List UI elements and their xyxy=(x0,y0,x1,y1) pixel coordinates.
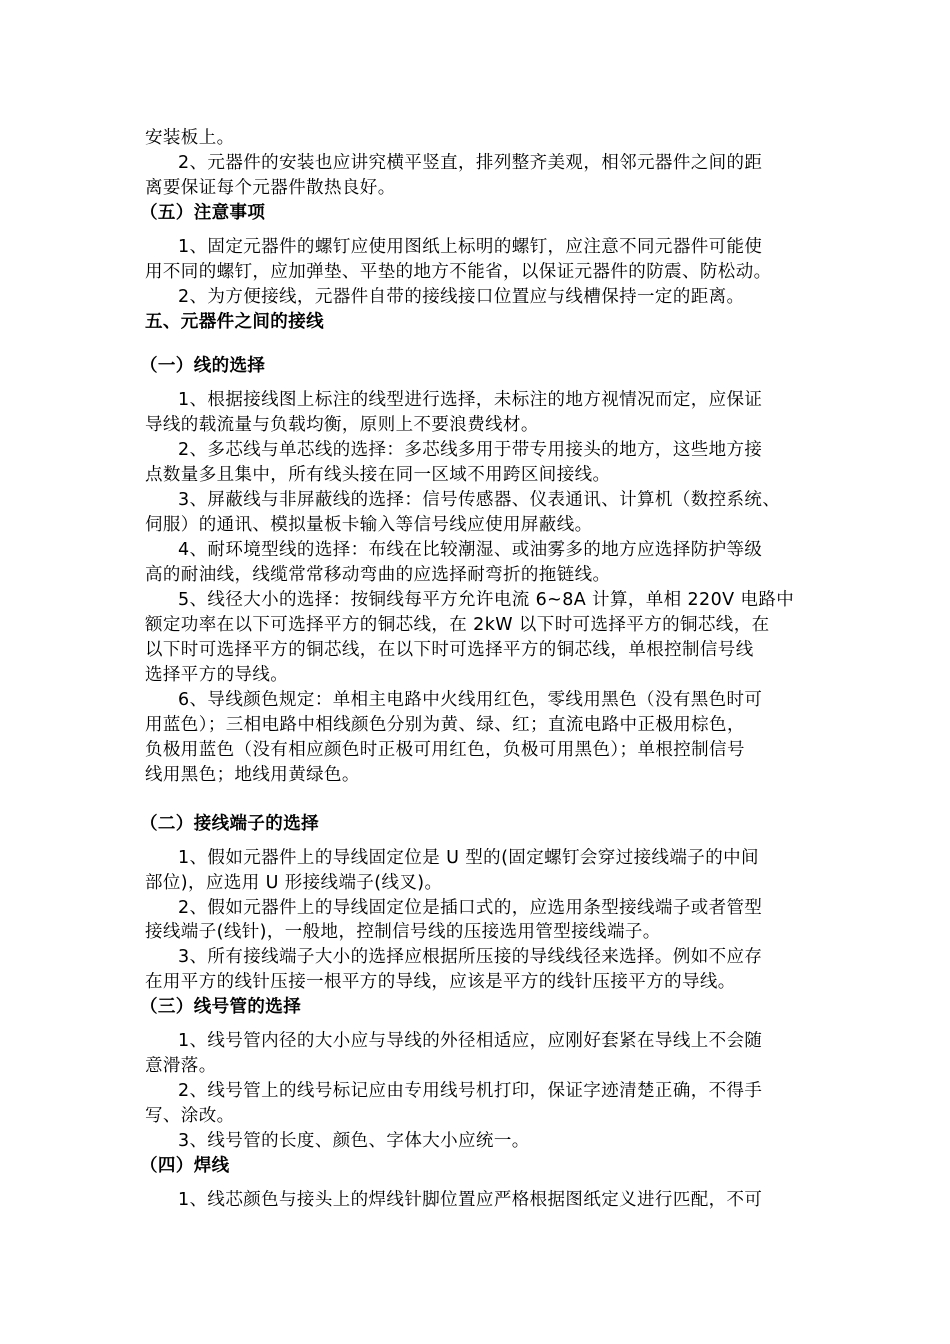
paragraph-line: 额定功率在以下可选择平方的铜芯线，在 2kW 以下时可选择平方的铜芯线，在 xyxy=(145,615,770,635)
paragraph-line: 高的耐油线，线缆常常移动弯曲的应选择耐弯折的拖链线。 xyxy=(145,565,611,585)
paragraph-line: 1、线号管内径的大小应与导线的外径相适应，应刚好套紧在导线上不会随 xyxy=(178,1031,763,1051)
paragraph-line: 伺服）的通讯、模拟量板卡输入等信号线应使用屏蔽线。 xyxy=(145,515,593,535)
paragraph-line: 部位)，应选用 U 形接线端子(线叉)。 xyxy=(145,873,443,893)
paragraph-line: 导线的载流量与负载均衡，原则上不要浪费线材。 xyxy=(145,415,539,435)
paragraph-line: 意滑落。 xyxy=(145,1056,217,1076)
section-heading: （二）接线端子的选择 xyxy=(140,814,319,834)
paragraph-line: 接线端子(线针)，一般地，控制信号线的压接选用管型接线端子。 xyxy=(145,922,661,942)
paragraph-line: 2、元器件的安装也应讲究横平竖直，排列整齐美观，相邻元器件之间的距 xyxy=(178,153,763,173)
paragraph-line: 2、假如元器件上的导线固定位是插口式的，应选用条型接线端子或者管型 xyxy=(178,898,763,918)
chapter-heading: 五、元器件之间的接线 xyxy=(145,312,324,332)
paragraph-line: 6、导线颜色规定：单相主电路中火线用红色，零线用黑色（没有黑色时可 xyxy=(178,690,763,710)
paragraph-line: 写、涂改。 xyxy=(145,1106,235,1126)
paragraph-line: 离要保证每个元器件散热良好。 xyxy=(145,178,396,198)
paragraph-line: 1、线芯颜色与接头上的焊线针脚位置应严格根据图纸定义进行匹配，不可 xyxy=(178,1190,763,1210)
paragraph-line: 3、屏蔽线与非屏蔽线的选择：信号传感器、仪表通讯、计算机（数控系统、 xyxy=(178,490,781,510)
paragraph-line: 3、线号管的长度、颜色、字体大小应统一。 xyxy=(178,1131,530,1151)
paragraph-line: 在用平方的线针压接一根平方的导线，应该是平方的线针压接平方的导线。 xyxy=(145,972,736,992)
section-heading: （四）焊线 xyxy=(140,1156,230,1176)
paragraph-line: 4、耐环境型线的选择：布线在比较潮湿、或油雾多的地方应选择防护等级 xyxy=(178,540,763,560)
section-heading: （一）线的选择 xyxy=(140,356,266,376)
section-heading: （五）注意事项 xyxy=(140,203,266,223)
paragraph-line: 用不同的螺钉，应加弹垫、平垫的地方不能省，以保证元器件的防震、防松动。 xyxy=(145,262,772,282)
paragraph-line: 3、所有接线端子大小的选择应根据所压接的导线线径来选择。例如不应存 xyxy=(178,947,763,967)
paragraph-line: 线用黑色；地线用黄绿色。 xyxy=(145,765,360,785)
paragraph-line: 5、线径大小的选择：按铜线每平方允许电流 6~8A 计算，单相 220V 电路中 xyxy=(178,590,795,610)
paragraph-line: 2、线号管上的线号标记应由专用线号机打印，保证字迹清楚正确，不得手 xyxy=(178,1081,763,1101)
paragraph-line: 2、多芯线与单芯线的选择：多芯线多用于带专用接头的地方，这些地方接 xyxy=(178,440,763,460)
paragraph-line: 1、假如元器件上的导线固定位是 U 型的(固定螺钉会穿过接线端子的中间 xyxy=(178,848,759,868)
paragraph-line: 安装板上。 xyxy=(145,128,235,148)
paragraph-line: 用蓝色）；三相电路中相线颜色分别为黄、绿、红；直流电路中正极用棕色， xyxy=(145,715,745,735)
paragraph-line: 以下时可选择平方的铜芯线，在以下时可选择平方的铜芯线，单根控制信号线 xyxy=(145,640,754,660)
paragraph-line: 点数量多且集中，所有线头接在同一区域不用跨区间接线。 xyxy=(145,465,611,485)
section-heading: （三）线号管的选择 xyxy=(140,997,302,1017)
paragraph-line: 1、根据接线图上标注的线型进行选择，未标注的地方视情况而定，应保证 xyxy=(178,390,763,410)
paragraph-line: 1、固定元器件的螺钉应使用图纸上标明的螺钉，应注意不同元器件可能使 xyxy=(178,237,763,257)
paragraph-line: 负极用蓝色（没有相应颜色时正极可用红色，负极可用黑色）；单根控制信号 xyxy=(145,740,745,760)
paragraph-line: 2、为方便接线，元器件自带的接线接口位置应与线槽保持一定的距离。 xyxy=(178,287,745,307)
paragraph-line: 选择平方的导线。 xyxy=(145,665,289,685)
